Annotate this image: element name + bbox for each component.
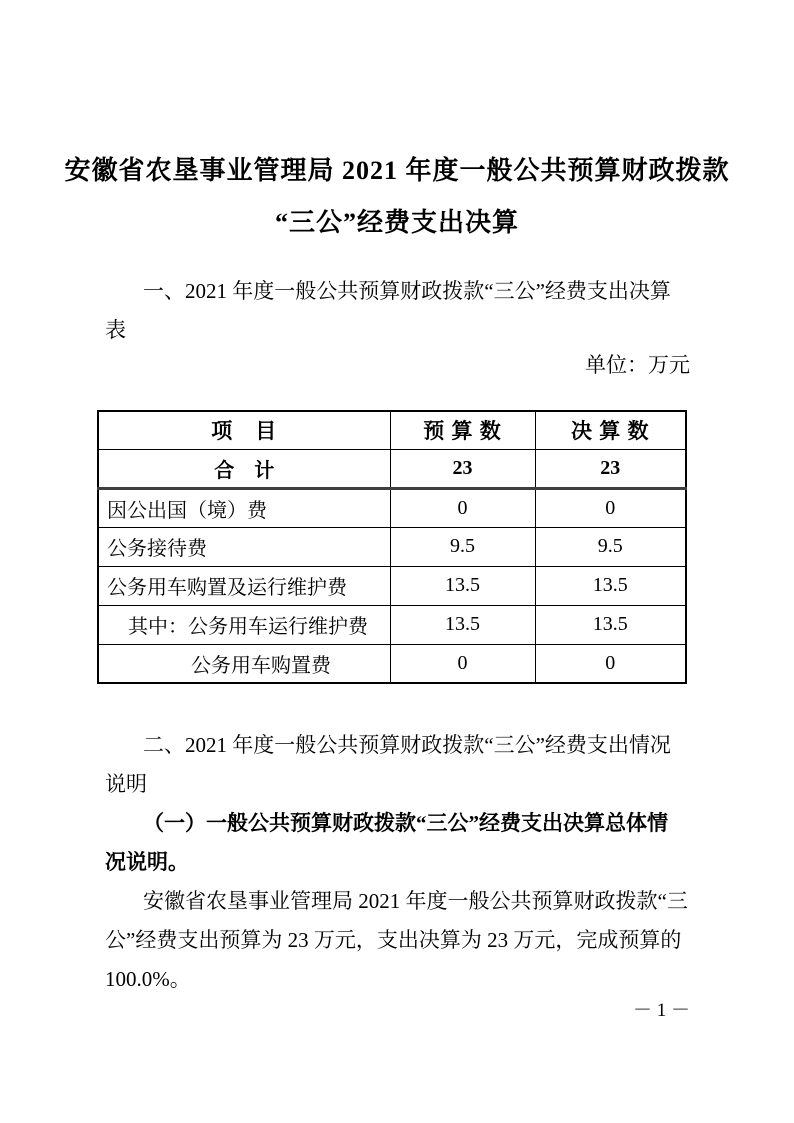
table-row-vehicle-total [98,566,686,605]
col-header-budget: 预 算 数 [390,411,535,449]
row-vehicle-operation-item: 其中：公务用车运行维护费 [98,605,390,644]
row-vehicle-total-budget: 13.5 [390,566,535,605]
section2-sub-heading [97,804,697,882]
section1-heading-line1: 一、2021 年度一般公共预算财政拨款“三公”经费支出决算 [143,279,671,303]
document-title-line1: 安徽省农垦事业管理局 2021 年度一般公共预算财政拨款 [64,156,730,185]
row-vehicle-operation-budget: 13.5 [390,605,535,644]
section2-sub-heading-line2: 况说明。 [105,850,189,874]
row-reception-final: 9.5 [535,527,686,566]
row-vehicle-operation-final: 13.5 [535,605,686,644]
unit-label: 单位：万元 [585,353,690,377]
document-title-line2: “三公”经费支出决算 [274,208,519,237]
page-number: － 1 － [632,1000,690,1021]
section1-heading-line2: 表 [105,318,126,342]
row-reception-item: 公务接待费 [98,527,390,566]
section2-heading-line2: 说明 [105,772,147,796]
row-vehicle-total-item: 公务用车购置及运行维护费 [98,566,390,605]
table-header-row [98,411,686,449]
section2-heading [97,726,697,804]
row-vehicle-purchase-budget: 0 [390,644,535,683]
expenditure-table [97,410,687,684]
section2-heading-line1: 二、2021 年度一般公共预算财政拨款“三公”经费支出情况 [143,733,671,757]
col-header-item: 项 目 [98,411,390,449]
row-abroad-final: 0 [535,488,686,527]
row-total-budget: 23 [390,449,535,488]
table-row-total [98,449,686,488]
row-reception-budget: 9.5 [390,527,535,566]
section2-paragraph-line3: 100.0%。 [105,967,191,991]
row-vehicle-purchase-item: 公务用车购置费 [98,644,390,683]
section1-heading [97,272,697,350]
row-vehicle-purchase-final: 0 [535,644,686,683]
row-abroad-item: 因公出国（境）费 [98,488,390,527]
col-header-final: 决 算 数 [535,411,686,449]
row-abroad-budget: 0 [390,488,535,527]
table-row-vehicle-purchase [98,644,686,683]
row-total-item: 合 计 [98,449,390,488]
table-row-vehicle-operation [98,605,686,644]
section2-paragraph-line1: 安徽省农垦事业管理局 2021 年度一般公共预算财政拨款“三 [143,889,688,913]
row-vehicle-total-final: 13.5 [535,566,686,605]
table-row-reception [98,527,686,566]
section2-paragraph [97,882,697,999]
table-row-abroad [98,488,686,527]
document-title [0,0,794,249]
section2-paragraph-line2: 公”经费支出预算为 23 万元，支出决算为 23 万元，完成预算的 [105,928,682,952]
row-total-final: 23 [535,449,686,488]
section2-sub-heading-line1: （一）一般公共预算财政拨款“三公”经费支出决算总体情 [143,811,668,835]
